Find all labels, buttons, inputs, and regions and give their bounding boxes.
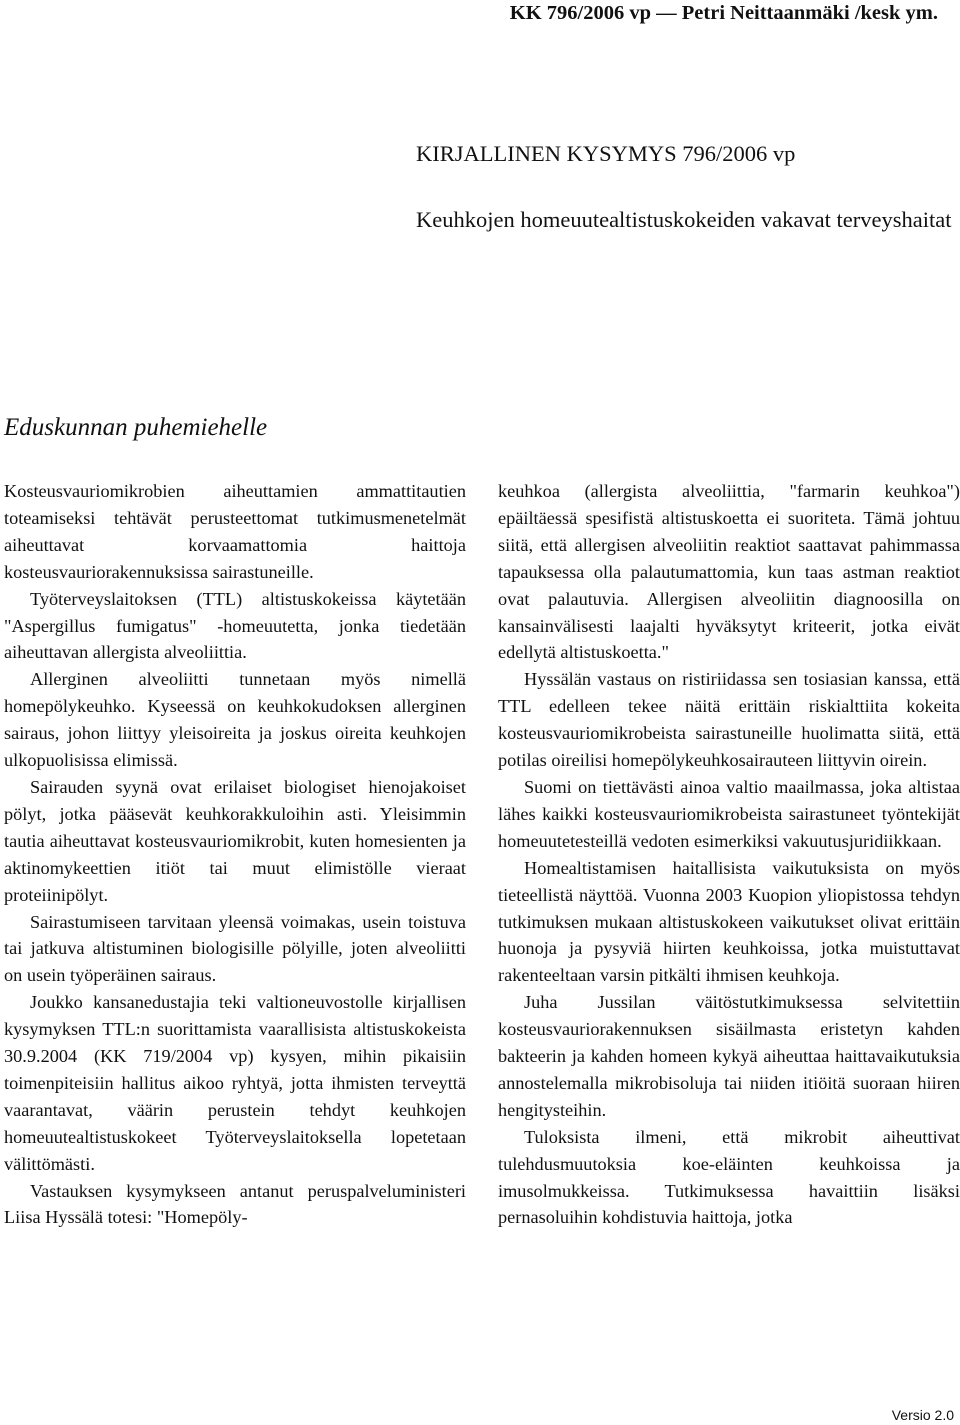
paragraph: Tuloksista ilmeni, että mikrobit aiheuttivat tulehdusmuutoksia koe-eläinten keuhkoissa ja imusolmukkeissa. Tutkimuksessa havaittiin lisäksi pernasoluihin kohdistuvia haittoja, jotka — [498, 1126, 960, 1228]
paragraph: Kosteusvauriomikrobien aiheuttamien ammattitautien toteamiseksi tehtävät perusteettomat tutkimusmenetelmät aiheuttavat korvaamattomia haittoja kosteusvauriorakennuksissa sairastuneille. — [4, 481, 466, 582]
paragraph: Joukko kansanedustajia teki valtioneuvostolle kirjallisen kysymyksen TTL:n suorittamista vaarallisista altistuskokeista 30.9.2004 (KK 719/2004 vp) kysyen, mihin pikaisiin toimenpiteisiin hallitus aikoo ryhtyä, jotta ihmisten terveyttä vaarantavat, väärin perustein tehdyt keuhkojen homeuutealtistuskokeet Työterveyslaitoksella lopetetaan välittömästi. — [4, 992, 466, 1174]
document-subject: Keuhkojen homeuutealtistuskokeiden vakavat terveyshaitat — [416, 207, 952, 232]
paragraph: Sairauden syynä ovat erilaiset biologiset hienojakoiset pölyt, jotka pääsevät keuhkorakkuloihin asti. Yleisimmin tautia aiheuttavat kosteusvauriomikrobit, kuten homesienten ja aktinomykeettien itiöt tai muut elimistölle vieraat proteiinipölyt. — [4, 776, 466, 905]
addressee-heading: Eduskunnan puhemiehelle — [4, 414, 268, 441]
right-text-column — [498, 478, 960, 1231]
version-footer: Versio 2.0 — [891, 1407, 954, 1423]
paragraph: keuhkoa (allergista alveoliittia, "farmarin keuhkoa") epäiltäessä spesifistä altistuskoetta ei suoriteta. Tämä johtuu siitä, että allergisen alveoliitin reaktiot saattavat pahimmassa tapauksessa olla palautumattomia, kun taas astman reaktiot ovat palautuvia. Allergisen alveoliitin diagnoosilla on kansainvälisesti laajalti hyväksytyt kriteerit, jotka eivät edellytä altistuskoetta." — [498, 481, 960, 663]
paragraph: Hyssälän vastaus on ristiriidassa sen tosiasian kanssa, että TTL edelleen tekee näitä erittäin riskialttiita kokeita kosteusvauriomikrobeista sairastuneille huolimatta siitä, että potilas oireilisi homepölykeuhkosairauteen liittyvin oirein. — [498, 669, 960, 771]
paragraph: Homealtistamisen haitallisista vaikutuksista on myös tieteellistä näyttöä. Vuonna 2003 Kuopion yliopistossa tehdyn tutkimuksen mukaan altistuskokeen vaikutukset olivat erittäin huonoja ja pysyviä hiirten keuhkoissa, jotka muistuttavat rakenteeltaan varsin pitkälti ihmisen keuhkoja. — [498, 857, 960, 986]
paragraph: Sairastumiseen tarvitaan yleensä voimakas, usein toistuva tai jatkuva altistuminen biologisille pölyille, joten alveoliitti on usein työperäinen sairaus. — [4, 911, 466, 986]
paragraph: Suomi on tiettävästi ainoa valtio maailmassa, joka altistaa lähes kaikki kosteusvauriomikrobeista sairastuneet työntekijät homeuutetesteillä vedoten esimerkiksi vakuutusjuridiikkaan. — [498, 776, 960, 851]
paragraph: Allerginen alveoliitti tunnetaan myös nimellä homepölykeuhko. Kyseessä on keuhkokudoksen allerginen sairaus, johon liittyy yleisoireita ja joskus oireita keuhkojen ulkopuolisissa elimissä. — [4, 669, 466, 771]
document-title: KIRJALLINEN KYSYMYS 796/2006 vp — [416, 141, 796, 166]
document-reference-header: KK 796/2006 vp — Petri Neittaanmäki /kesk ym. — [509, 2, 938, 24]
paragraph: Vastauksen kysymykseen antanut peruspalveluministeri Liisa Hyssälä totesi: "Homepöly- — [4, 1180, 466, 1228]
left-text-column — [4, 478, 466, 1231]
paragraph: Juha Jussilan väitöstutkimuksessa selvitettiin kosteusvauriorakennuksen sisäilmasta eristetyn kahden bakteerin ja kahden homeen kykyä aiheuttaa haittavaikutuksia annostelemalla mikrobisoluja tai niiden itiöitä suoraan hiiren hengitysteihin. — [498, 992, 960, 1120]
paragraph: Työterveyslaitoksen (TTL) altistuskokeissa käytetään "Aspergillus fumigatus" -homeuutetta, jonka tiedetään aiheuttavan allergista alveoliittia. — [4, 588, 466, 663]
